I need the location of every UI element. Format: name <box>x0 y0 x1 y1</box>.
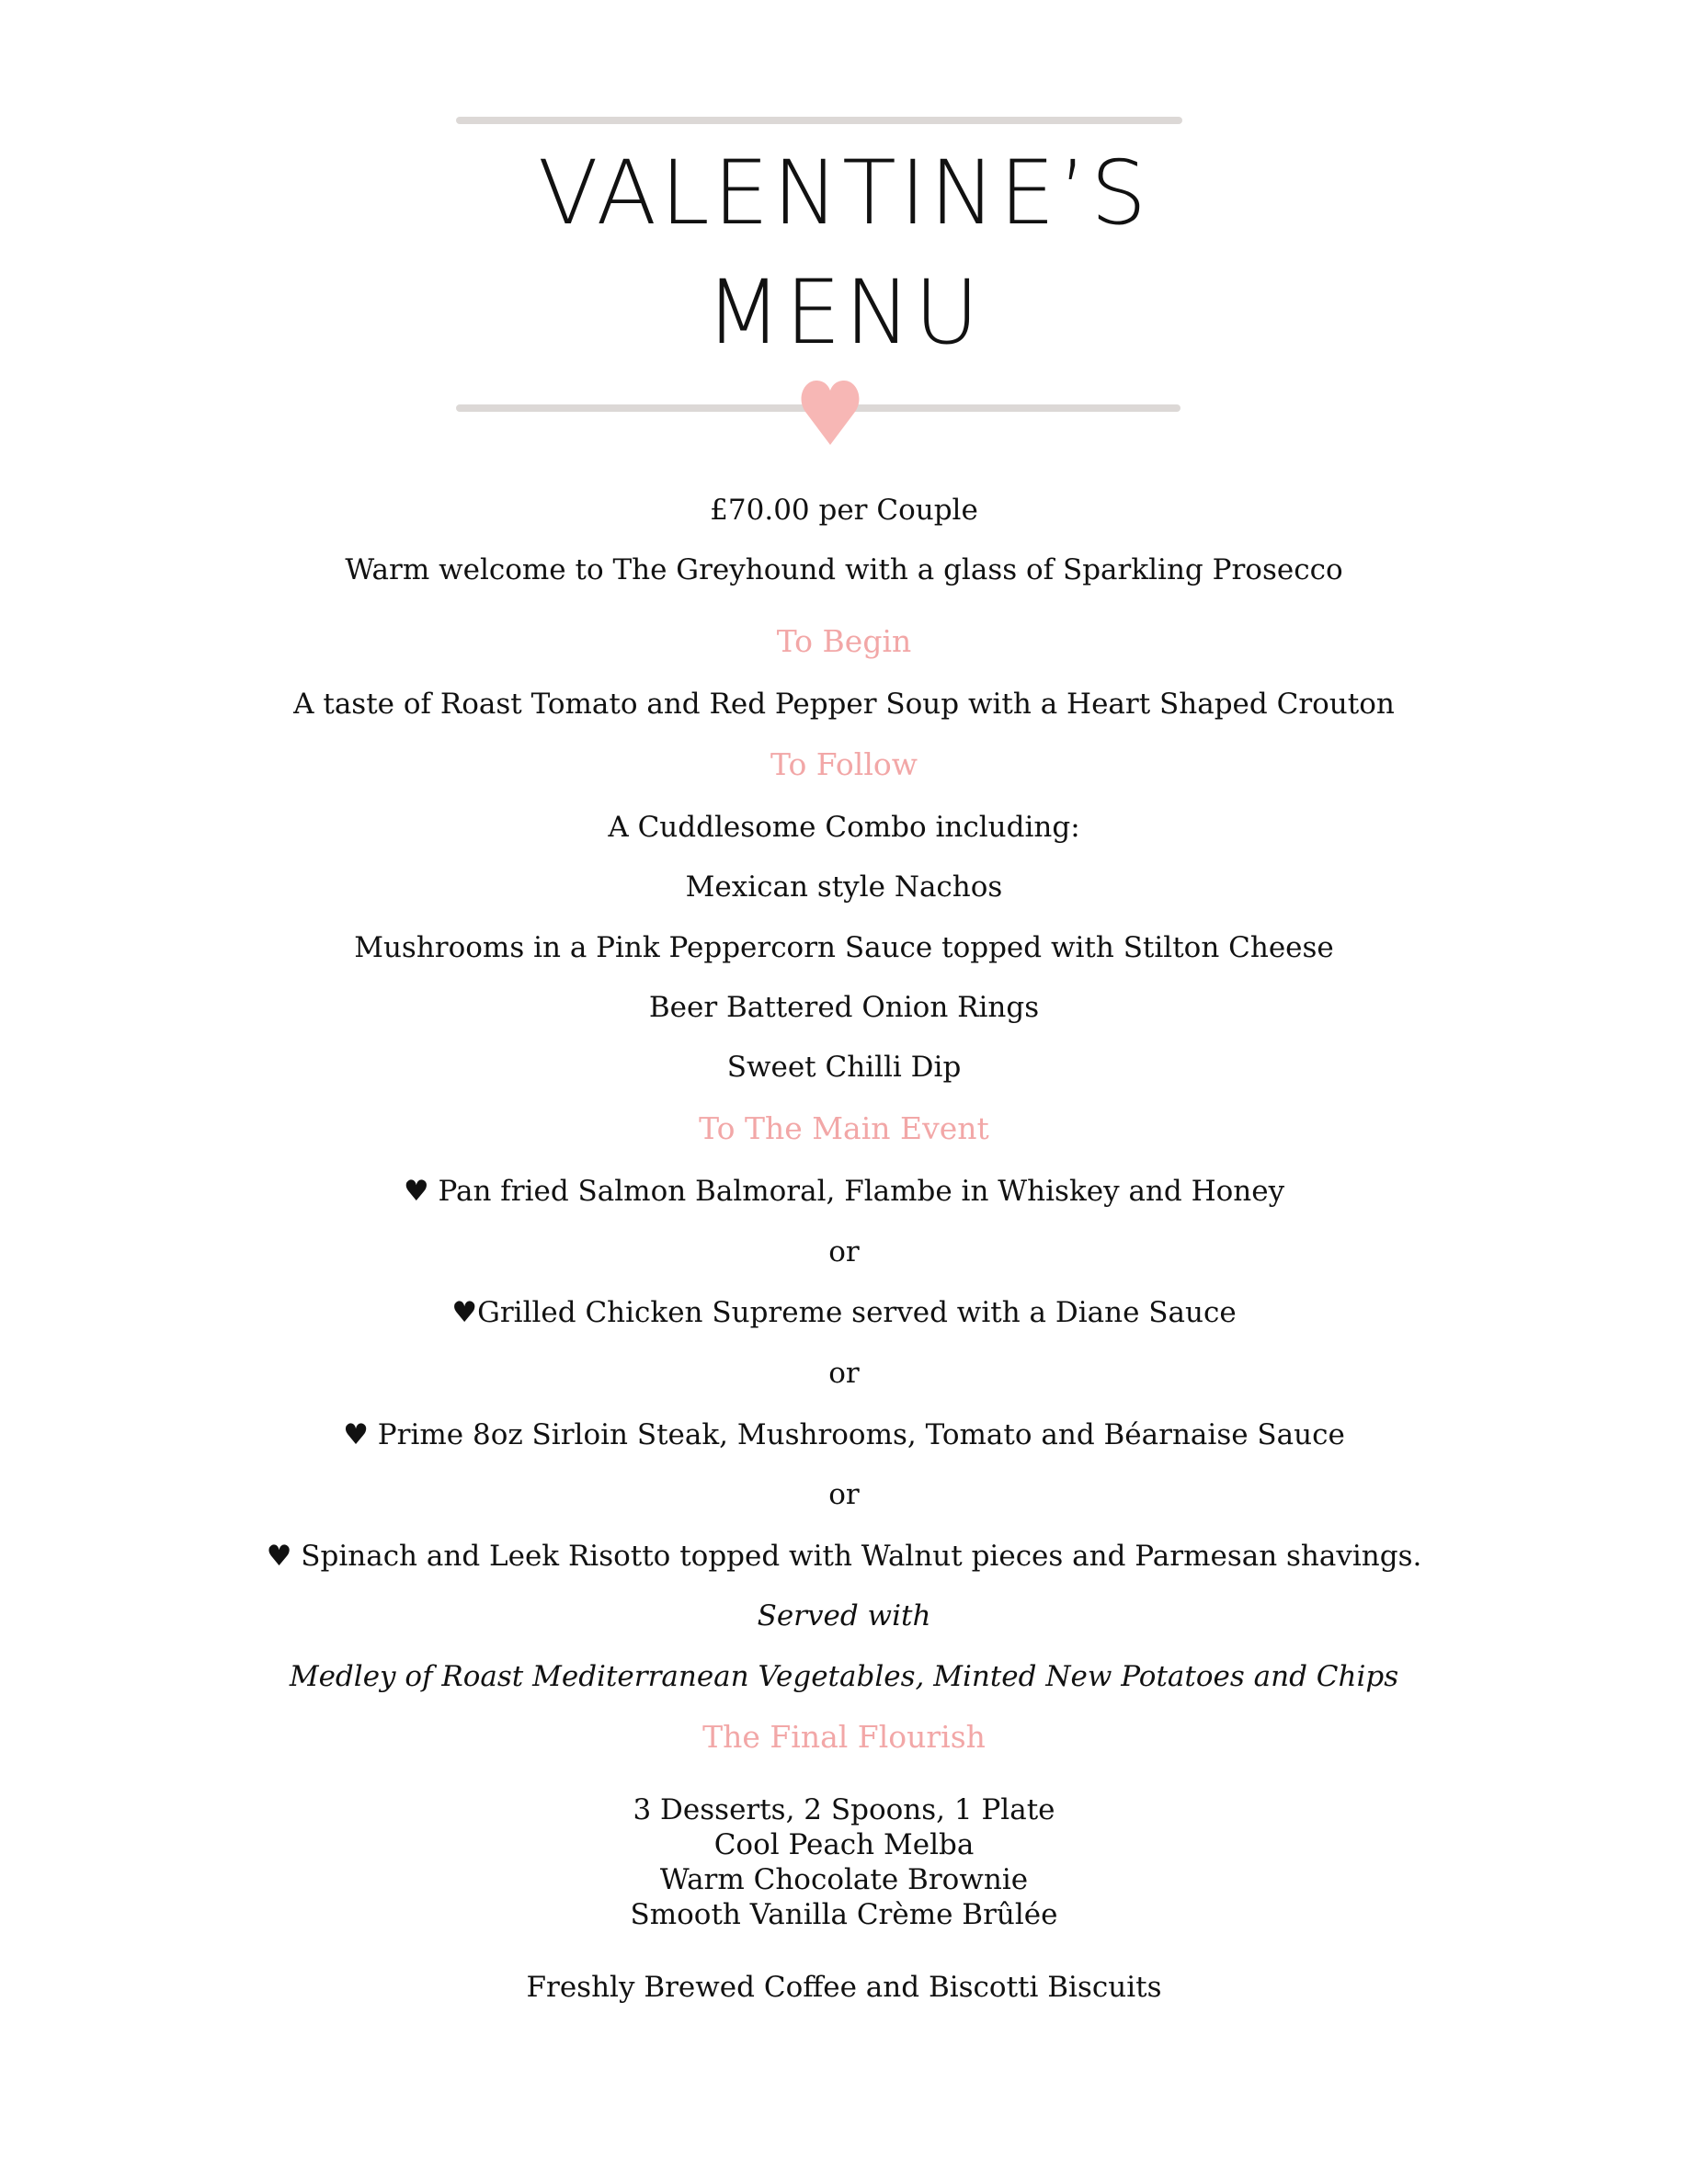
follow-item: A Cuddlesome Combo including: <box>608 811 1080 844</box>
title-line-2: MENU <box>705 261 983 364</box>
main-or: or <box>828 1357 860 1390</box>
main-or: or <box>828 1478 860 1511</box>
follow-item: Beer Battered Onion Rings <box>648 991 1040 1024</box>
dessert-item: Smooth Vanilla Crème Brûlée <box>630 1898 1058 1931</box>
title-line-1: VALENTINE’S <box>537 142 1151 245</box>
heading-final-flourish: The Final Flourish <box>702 1719 986 1755</box>
main-item: ♥Grilled Chicken Supreme served with a Diane Sauce <box>451 1296 1237 1329</box>
main-or: or <box>828 1235 860 1268</box>
dessert-item: 3 Desserts, 2 Spoons, 1 Plate <box>633 1793 1055 1826</box>
follow-item: Mexican style Nachos <box>685 870 1003 904</box>
served-with-sides: Medley of Roast Mediterranean Vegetables, Minted New Potatoes and Chips <box>289 1660 1399 1693</box>
heading-main-event: To The Main Event <box>699 1110 989 1146</box>
heading-to-follow: To Follow <box>770 746 918 782</box>
follow-item: Mushrooms in a Pink Peppercorn Sauce topped with Stilton Cheese <box>354 931 1334 964</box>
welcome-line: Warm welcome to The Greyhound with a glass of Sparkling Prosecco <box>345 553 1343 586</box>
heart-icon <box>800 377 861 447</box>
dessert-item: Cool Peach Melba <box>713 1828 975 1861</box>
begin-item: A taste of Roast Tomato and Red Pepper Soup with a Heart Shaped Crouton <box>293 688 1395 721</box>
dessert-item: Warm Chocolate Brownie <box>659 1863 1029 1896</box>
main-item: ♥ Prime 8oz Sirloin Steak, Mushrooms, Tomato and Béarnaise Sauce <box>343 1418 1345 1451</box>
top-rule <box>456 117 1182 124</box>
heading-to-begin: To Begin <box>776 623 912 659</box>
coffee-line: Freshly Brewed Coffee and Biscotti Biscuits <box>526 1971 1162 2004</box>
served-with-label: Served with <box>757 1599 931 1632</box>
main-item: ♥ Spinach and Leek Risotto topped with Walnut pieces and Parmesan shavings. <box>266 1540 1422 1573</box>
main-item: ♥ Pan fried Salmon Balmoral, Flambe in Whiskey and Honey <box>403 1175 1285 1208</box>
price-line: £70.00 per Couple <box>710 494 978 527</box>
heart-shape <box>802 381 860 445</box>
follow-item: Sweet Chilli Dip <box>726 1051 962 1084</box>
